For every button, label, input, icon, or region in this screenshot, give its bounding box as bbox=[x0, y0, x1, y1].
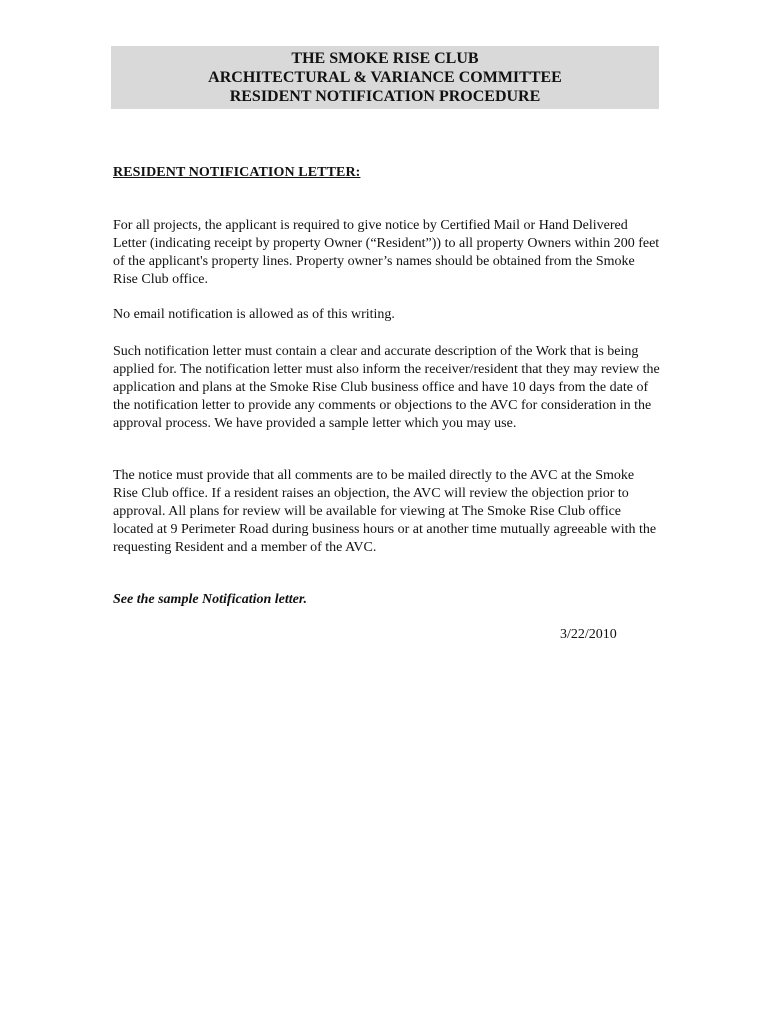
paragraph-no-email: No email notification is allowed as of this writing. bbox=[113, 307, 395, 322]
section-heading: RESIDENT NOTIFICATION LETTER: bbox=[113, 165, 361, 180]
see-sample-note: See the sample Notification letter. bbox=[113, 592, 308, 607]
paragraph-notice-requirement: For all projects, the applicant is required to give notice by Certified Mail or Hand Delivered Letter (indicating receipt by property Owner (“Resident”)) to all property Owners within 200 feet of the applicant's property lines. Property owner’s names should be obtained from the Smoke Rise Club office. bbox=[113, 218, 660, 287]
paragraph-letter-contents: Such notification letter must contain a clear and accurate description of the Work that is being applied for. The notification letter must also inform the receiver/resident that they may review the application and plans at the Smoke Rise Club business office and have 10 days from the date of the notification letter to provide any comments or objections to the AVC for consideration in the approval process. We have provided a sample letter which you may use. bbox=[113, 344, 660, 431]
title-line-procedure: RESIDENT NOTIFICATION PROCEDURE bbox=[229, 88, 541, 105]
document-date: 3/22/2010 bbox=[560, 627, 617, 642]
title-line-committee: ARCHITECTURAL & VARIANCE COMMITTEE bbox=[208, 69, 562, 86]
title-banner bbox=[111, 46, 659, 109]
paragraph-comments-objections: The notice must provide that all comments are to be mailed directly to the AVC at the Smoke Rise Club office. If a resident raises an objection, the AVC will review the objection prior to approval. All plans for review will be available for viewing at The Smoke Rise Club office located at 9 Perimeter Road during business hours or at another time mutually agreeable with the requesting Resident and a member of the AVC. bbox=[113, 468, 657, 555]
title-line-club: THE SMOKE RISE CLUB bbox=[291, 50, 479, 67]
